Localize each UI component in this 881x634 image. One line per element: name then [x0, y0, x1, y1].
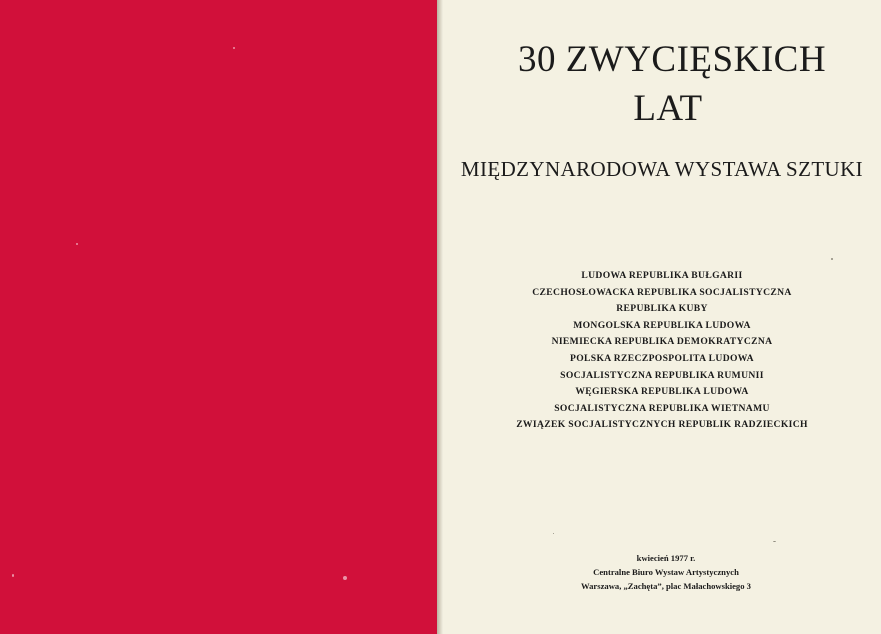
paper-speck [773, 541, 776, 542]
exhibition-subtitle: MIĘDZYNARODOWA WYSTAWA SZTUKI [460, 157, 864, 181]
country-item: CZECHOSŁOWACKA REPUBLIKA SOCJALISTYCZNA [532, 286, 792, 298]
country-item: LUDOWA REPUBLIKA BUŁGARII [581, 270, 743, 281]
paper-speck [12, 574, 14, 577]
country-item: SOCJALISTYCZNA REPUBLIKA RUMUNII [560, 369, 764, 381]
paper-speck [76, 243, 78, 245]
country-item: NIEMIECKA REPUBLIKA DEMOKRATYCZNA [551, 336, 773, 348]
imprint-publisher: Centralne Biuro Wystaw Artystycznych [593, 567, 739, 577]
page-title-line-2: LAT [633, 88, 703, 129]
imprint-date: kwiecień 1977 r. [636, 553, 696, 563]
red-cover-page [0, 0, 437, 634]
paper-speck [553, 533, 554, 534]
participating-countries-list [443, 268, 881, 434]
paper-speck [343, 576, 347, 580]
country-item: ZWIĄZEK SOCJALISTYCZNYCH REPUBLIK RADZIECKICH [516, 419, 808, 431]
title-page [443, 0, 881, 634]
page-title-line-1: 30 ZWYCIĘSKICH [517, 39, 827, 80]
country-item: REPUBLIKA KUBY [616, 303, 708, 315]
country-item: MONGOLSKA REPUBLIKA LUDOWA [573, 319, 751, 331]
country-item: SOCJALISTYCZNA REPUBLIKA WIETNAMU [554, 402, 770, 414]
paper-speck [831, 258, 833, 260]
imprint-address: Warszawa, „Zachęta”, plac Małachowskiego 3 [581, 581, 751, 591]
imprint [447, 551, 881, 593]
paper-speck [233, 47, 235, 49]
country-item: WĘGIERSKA REPUBLIKA LUDOWA [575, 386, 749, 398]
country-item: POLSKA RZECZPOSPOLITA LUDOWA [570, 352, 754, 364]
